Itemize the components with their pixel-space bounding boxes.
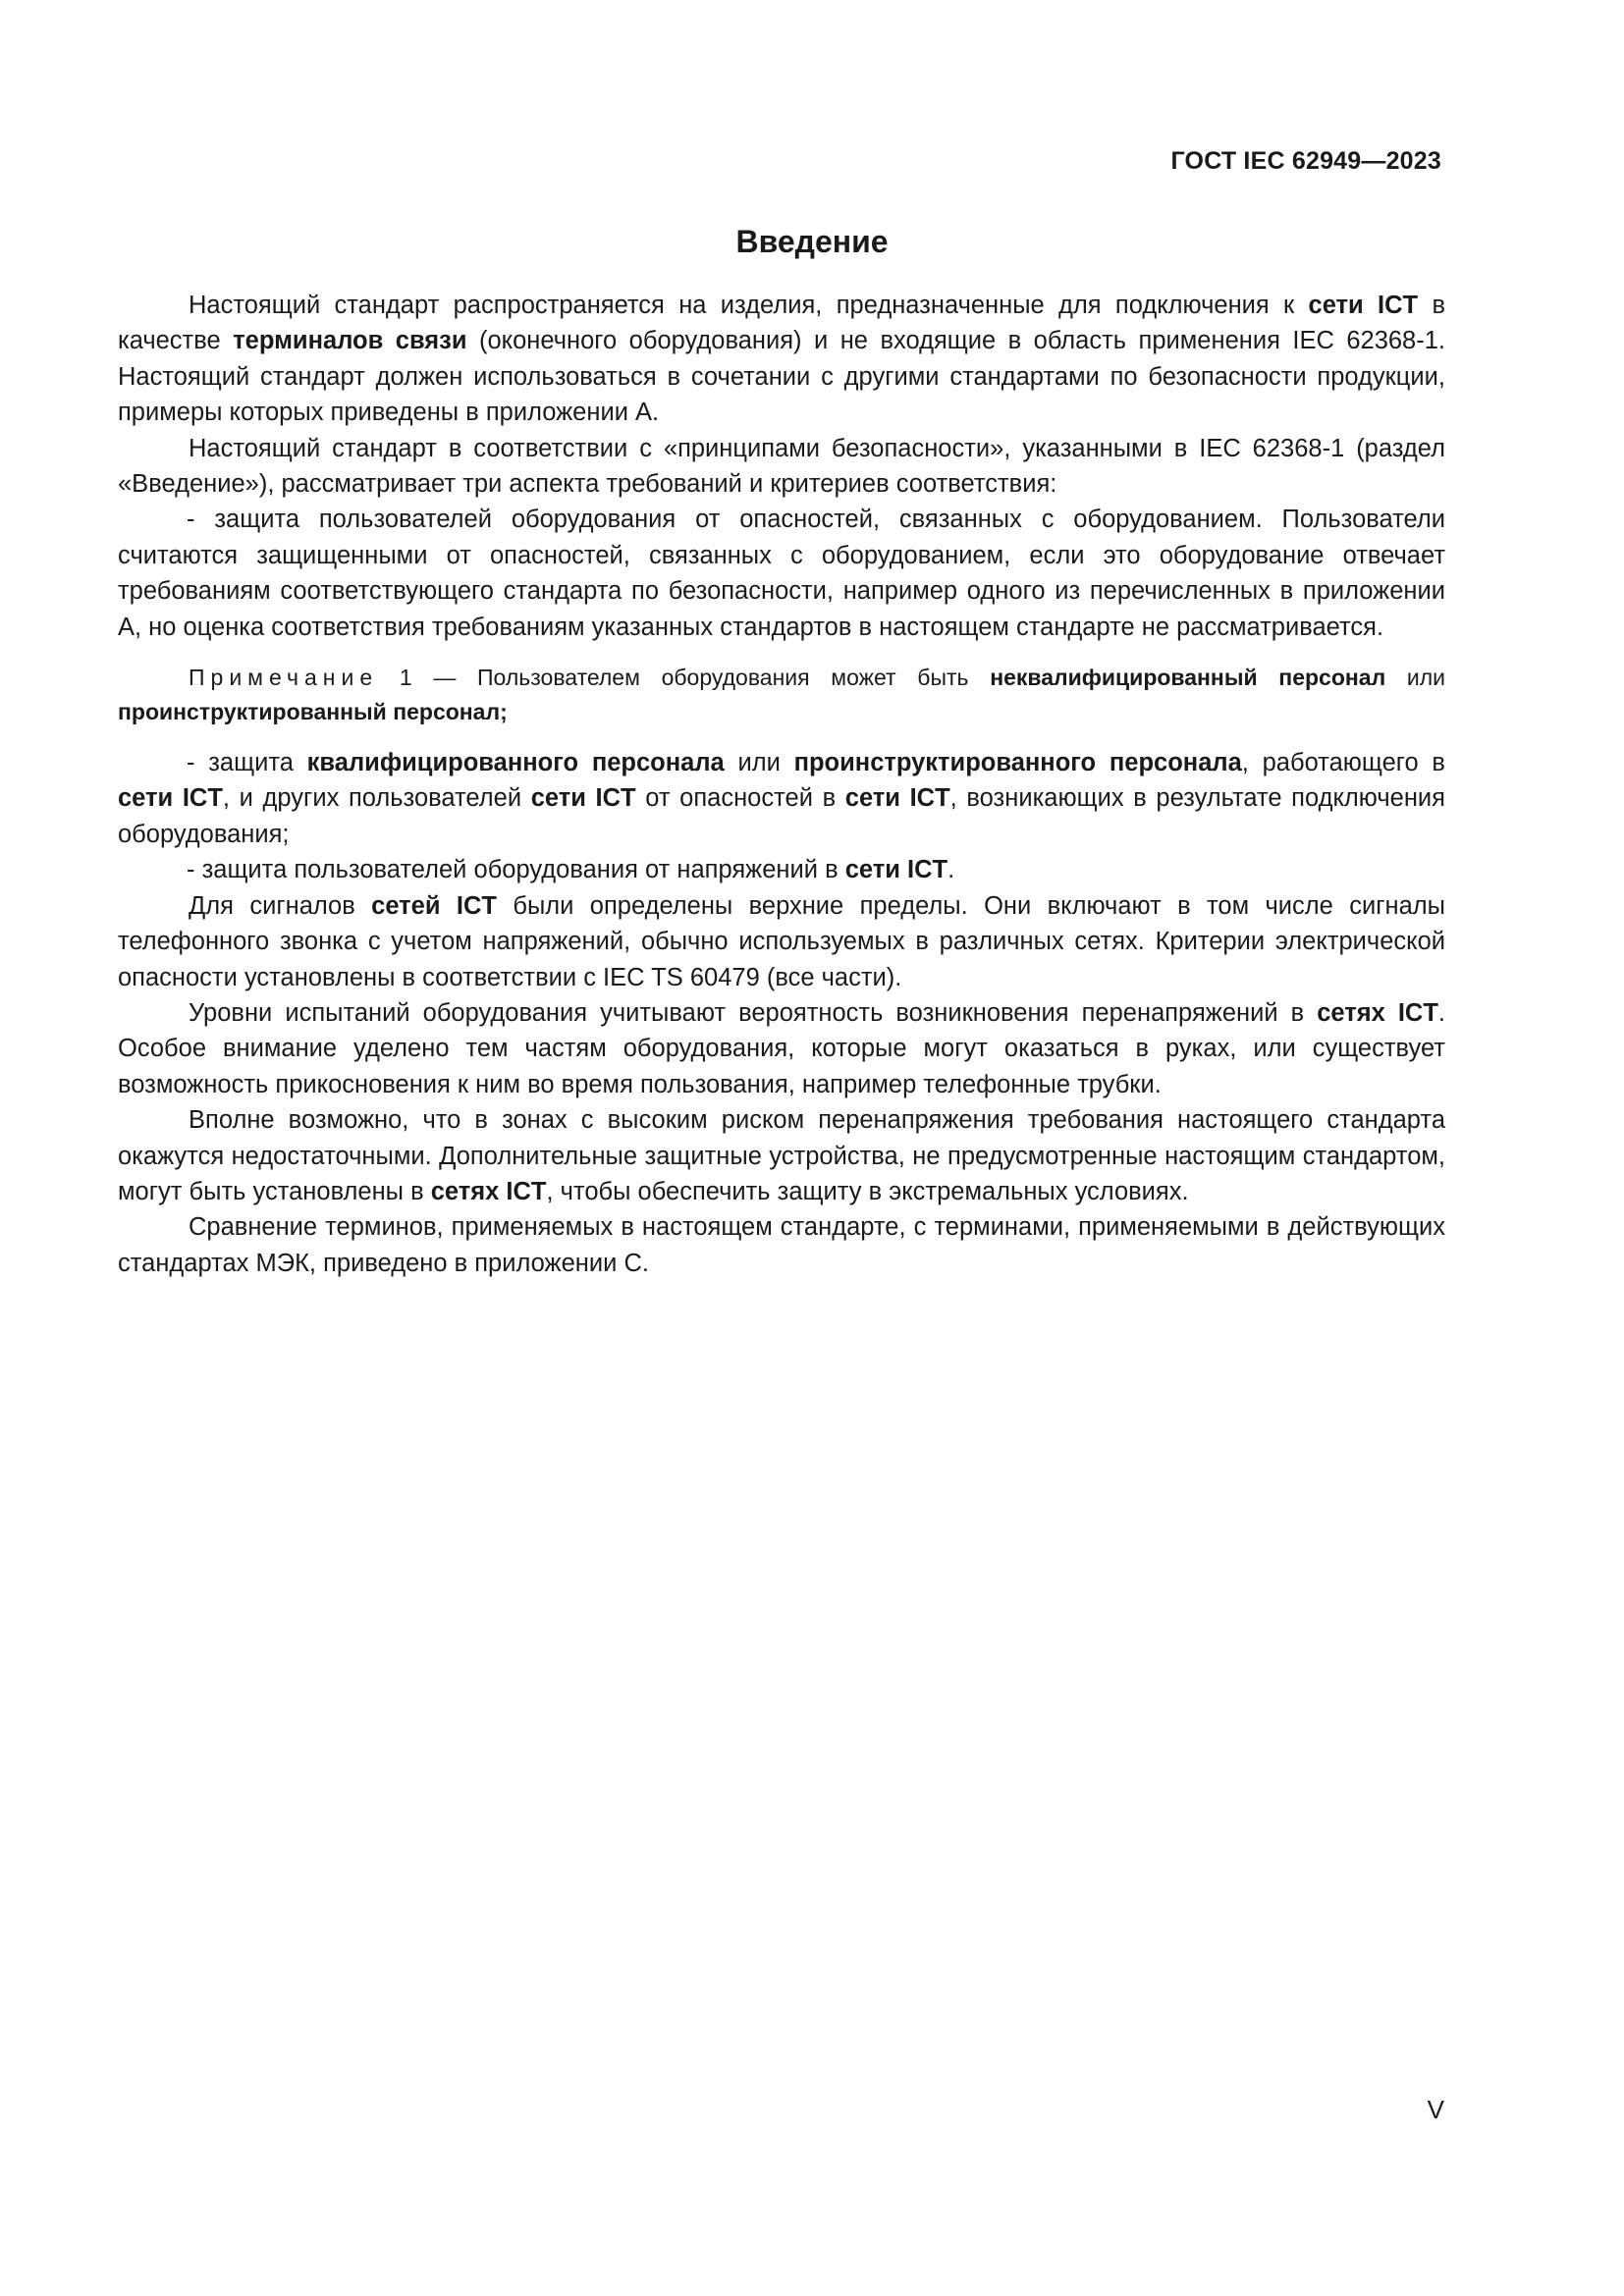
- paragraph-6: Сравнение терминов, применяемых в настоящем стандарте, с терминами, применяемыми в действующих стандартах МЭК, приведено в приложении С.: [118, 1213, 1445, 1277]
- term-bold: сети ICT: [844, 856, 948, 884]
- text-span: в качестве: [118, 292, 1445, 355]
- text-span: или: [724, 749, 794, 777]
- paragraph-5: [118, 1102, 1445, 1209]
- page-number: V: [1427, 2095, 1444, 2124]
- text-span: Вполне возможно, что в зонах с высоким риском перенапряжения требования настоящего стандарта окажутся недостаточными. Дополнительные защитные устройства, не предусмотренные настоящим стандартом, могут быть установлены в: [118, 1106, 1445, 1205]
- body-text: [118, 288, 1445, 1281]
- term-bold: квалифицированного персонала: [306, 749, 725, 777]
- text-span: .: [947, 856, 955, 884]
- text-span: Уровни испытаний оборудования учитывают вероятность возникновения перенапряжений в: [189, 998, 1318, 1027]
- paragraph-3: [118, 888, 1445, 995]
- term-bold: проинструктированный персонал;: [118, 699, 508, 725]
- term-bold: проинструктированного персонала: [793, 749, 1242, 777]
- text-span: Для сигналов: [189, 891, 372, 920]
- text-span: , чтобы обеспечить защиту в экстремальных условиях.: [546, 1177, 1189, 1205]
- paragraph-4: [118, 995, 1445, 1102]
- term-bold: сети ICT: [530, 784, 636, 813]
- text-span: - защита: [187, 749, 307, 777]
- text-span: , возникающих в результате подключения оборудования;: [118, 784, 1445, 848]
- term-bold: сети ICT: [118, 784, 223, 813]
- text-span: . Особое внимание уделено тем частям оборудования, которые могут оказаться в руках, или существует возможность прикосновения к ним во время пользования, например телефонные трубки.: [118, 998, 1445, 1098]
- term-bold: сетей ICT: [371, 891, 497, 920]
- term-bold: терминалов связи: [233, 327, 467, 355]
- list-item-1: - защита пользователей оборудования от опасностей, связанных с оборудованием. Пользователи считаются защищенными от опасностей, связанных с оборудованием, если это оборудование отвечает требованиям соответствующего стандарта по безопасности, например одного из перечисленных в приложении А, но оценка соответствия требованиям указанных стандартов в настоящем стандарте не рассматривается.: [118, 506, 1445, 641]
- term-bold: сетях ICT: [1317, 998, 1438, 1027]
- text-span: от опасностей в: [635, 784, 845, 813]
- document-code-header: ГОСТ IEC 62949—2023: [1170, 147, 1441, 175]
- paragraph-2: Настоящий стандарт в соответствии с «принципами безопасности», указанными в IEC 62368-1 (раздел «Введение»), рассматривает три аспекта требований и критериев соответствия:: [118, 434, 1445, 499]
- list-item-2: [118, 745, 1445, 852]
- list-item-3: [118, 852, 1445, 887]
- note-label: Примечание: [189, 665, 379, 691]
- term-bold: неквалифицированный персонал: [990, 665, 1386, 691]
- term-bold: сети ICT: [1308, 292, 1419, 319]
- text-span: или: [1385, 665, 1446, 691]
- term-bold: сети ICT: [844, 784, 950, 813]
- text-span: Настоящий стандарт распространяется на изделия, предназначенные для подключения к: [189, 292, 1309, 319]
- text-span: 1 — Пользователем оборудования может быть: [378, 665, 991, 691]
- text-span: , и других пользователей: [222, 784, 531, 813]
- term-bold: сетях ICT: [430, 1177, 547, 1205]
- section-title: Введение: [735, 224, 889, 259]
- note-1: [118, 661, 1445, 729]
- text-span: - защита пользователей оборудования от напряжений в: [187, 856, 845, 884]
- text-span: , работающего в: [1241, 749, 1445, 777]
- paragraph-1: [118, 288, 1445, 431]
- text-span: были определены верхние пределы. Они включают в том числе сигналы телефонного звонка с учетом напряжений, обычно используемых в различных сетях. Критерии электрической опасности установлены в соответствии с IEC TS 60479 (все части).: [118, 891, 1445, 991]
- text-span: (оконечного оборудования) и не входящие в область применения IEC 62368-1. Настоящий стандарт должен использоваться в сочетании с другими стандартами по безопасности продукции, примеры которых приведены в приложении А.: [118, 327, 1445, 427]
